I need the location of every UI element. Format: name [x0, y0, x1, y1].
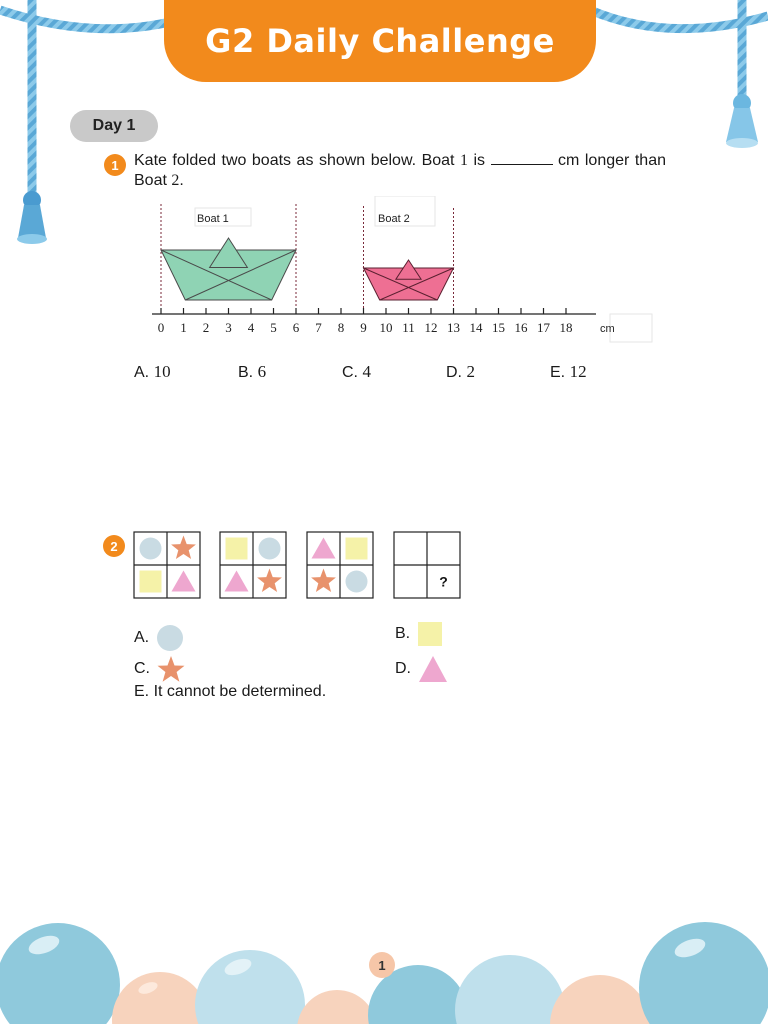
q2-option-c[interactable] [134, 655, 186, 683]
ruler-ticks [158, 308, 573, 335]
boat-1-label: Boat 1 [197, 213, 229, 225]
answer-blank [491, 152, 553, 165]
option-value: 12 [569, 362, 587, 381]
option-letter: E. [134, 683, 150, 700]
circle-icon [155, 624, 185, 652]
option-e[interactable] [550, 362, 587, 382]
ruler-tick-label: 8 [337, 320, 345, 335]
shape-grid [307, 532, 373, 598]
option-a[interactable] [134, 362, 171, 382]
option-letter: D. [446, 364, 462, 381]
circle-icon [346, 571, 368, 593]
page-number: 1 [369, 952, 395, 978]
ruler-tick-label: 12 [424, 320, 438, 335]
option-letter: A. [134, 364, 150, 381]
ruler-tick-label: 14 [469, 320, 483, 335]
ruler-tick-label: 2 [202, 320, 210, 335]
ruler-tick-label: 0 [157, 320, 165, 335]
ruler-tick-label: 11 [402, 320, 415, 335]
ruler-unit: cm [600, 323, 615, 335]
square-icon [140, 571, 162, 593]
page-title: G2 Daily Challenge [205, 22, 555, 60]
option-value: 4 [362, 362, 371, 381]
unknown-mark: ? [439, 573, 448, 590]
day-label: Day 1 [70, 110, 158, 142]
q1-number-b: 2 [171, 172, 180, 189]
shape-grid [134, 532, 200, 598]
square-icon [226, 538, 248, 560]
triangle-icon [417, 654, 449, 684]
option-b[interactable] [238, 362, 266, 382]
ruler-tick-label: 16 [514, 320, 528, 335]
circle-icon [259, 538, 281, 560]
ruler-tick-label: 4 [247, 320, 255, 335]
q1-text-part: . [179, 172, 184, 189]
ruler-tick-label: 17 [537, 320, 550, 335]
q1-text-part: Kate folded two boats as shown below. Boat [134, 152, 460, 169]
ruler-tick-label: 15 [492, 320, 505, 335]
title-banner [164, 0, 596, 82]
ruler-tick-label: 7 [315, 320, 322, 335]
ruler-tick-label: 10 [379, 320, 393, 335]
shape-pattern-grids [130, 528, 466, 604]
square-icon [346, 538, 368, 560]
ruler-tick-label: 6 [292, 320, 300, 335]
option-letter: B. [238, 364, 254, 381]
question-number-2: 2 [103, 535, 125, 557]
option-value: 6 [257, 362, 267, 381]
boat-1-shape [161, 238, 296, 300]
option-letter: D. [395, 660, 411, 677]
boat-2-shape [364, 260, 454, 300]
q2-option-d[interactable] [395, 654, 449, 684]
boat-ruler-figure [140, 196, 660, 346]
circle-icon [140, 538, 162, 560]
question-1-options [0, 362, 768, 384]
question-number-1: 1 [104, 154, 126, 176]
ruler-tick-label: 3 [225, 320, 232, 335]
ruler-tick-label: 1 [180, 320, 187, 335]
q1-text-part: is [467, 152, 491, 169]
q2-option-b[interactable] [395, 620, 444, 648]
question-1-text [134, 151, 666, 191]
shape-grid [220, 532, 286, 598]
q2-option-e[interactable] [134, 683, 326, 701]
option-letter: C. [342, 364, 358, 381]
q1-number-a: 1 [459, 152, 468, 169]
q1-text-part: cm longer than Boat [134, 152, 666, 189]
option-letter: A. [134, 629, 150, 646]
ruler-tick-label: 9 [360, 320, 367, 335]
option-d[interactable] [446, 362, 475, 382]
option-value: 2 [466, 362, 475, 381]
option-letter: E. [550, 364, 566, 381]
ruler-tick-label: 13 [447, 320, 460, 335]
shape-grid [394, 532, 460, 598]
option-text: It cannot be determined. [153, 683, 327, 700]
option-letter: B. [395, 625, 411, 642]
option-value: 10 [153, 362, 171, 381]
star-icon [156, 655, 186, 683]
boat-2-label: Boat 2 [378, 213, 410, 225]
ruler-tick-label: 5 [270, 320, 277, 335]
option-c[interactable] [342, 362, 371, 382]
ruler-tick-label: 18 [559, 320, 573, 335]
option-letter: C. [134, 660, 150, 677]
square-icon [416, 620, 444, 648]
q2-option-a[interactable] [134, 624, 185, 652]
